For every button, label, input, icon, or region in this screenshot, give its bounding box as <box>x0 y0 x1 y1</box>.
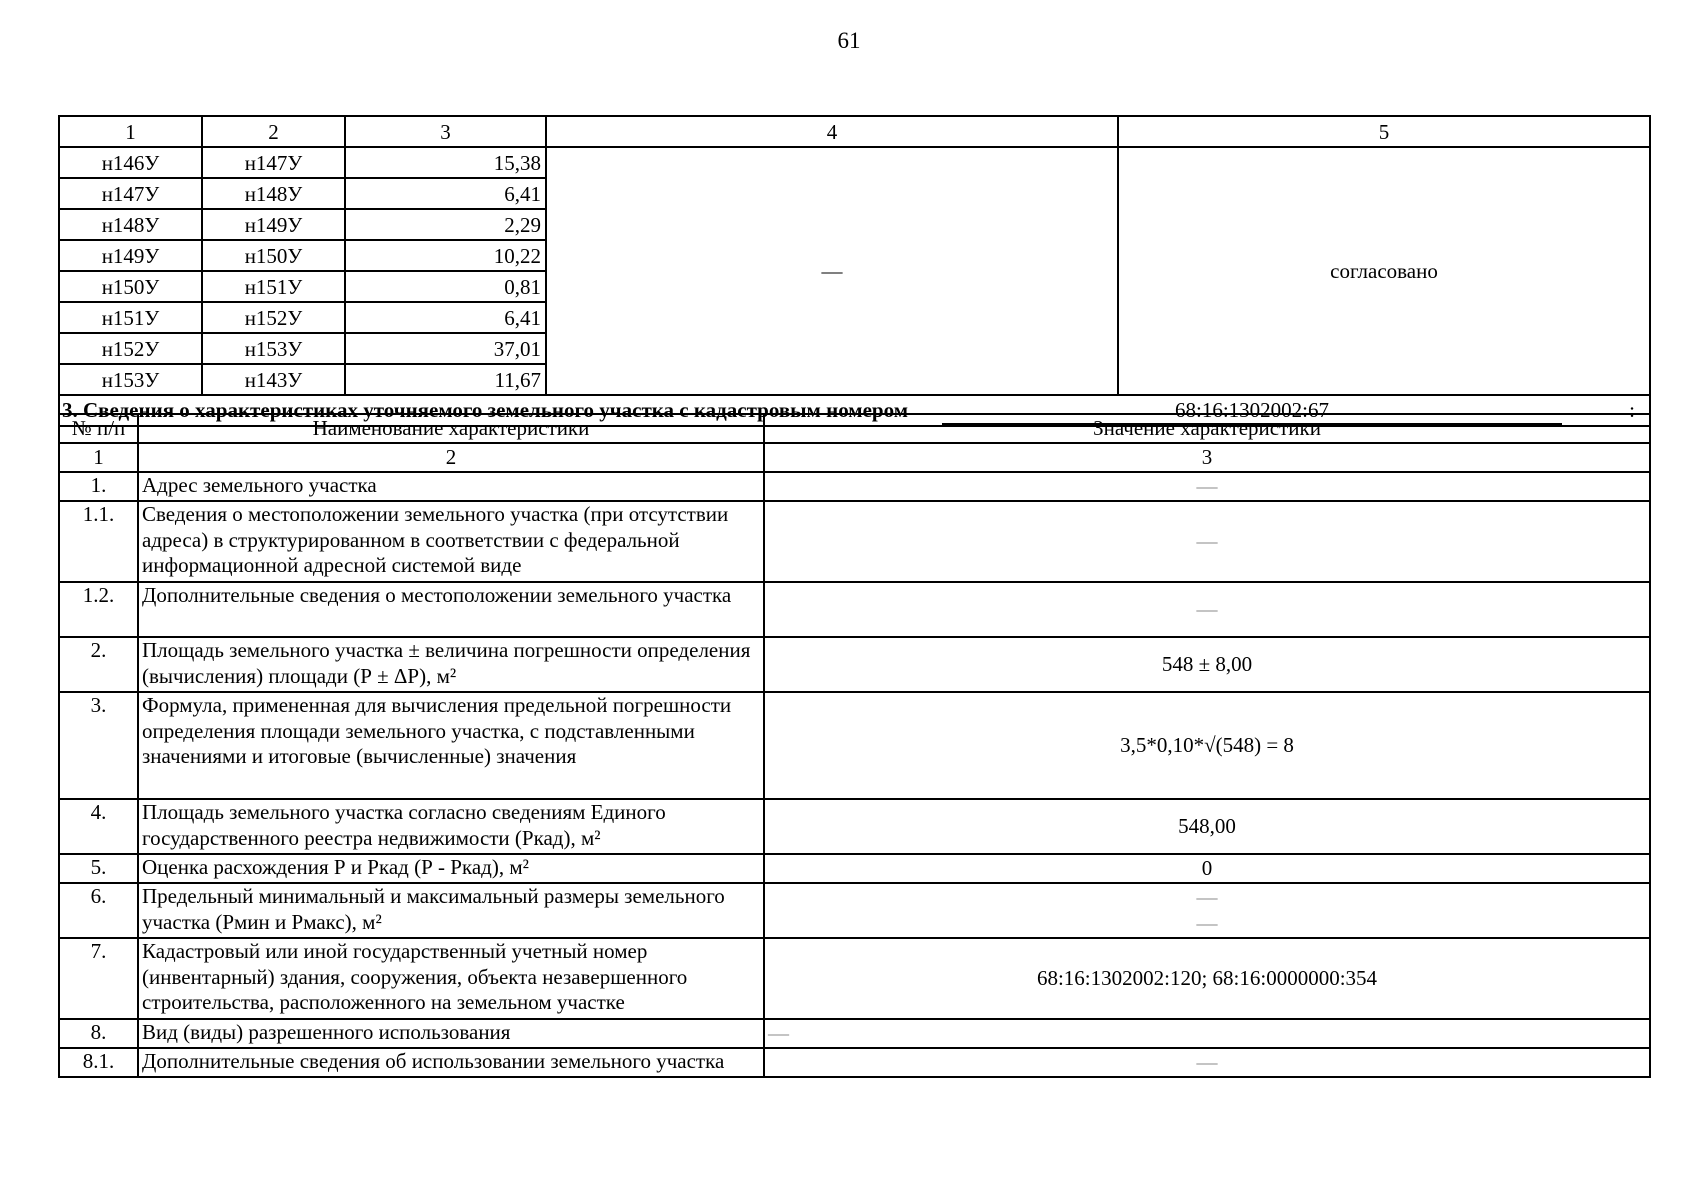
row-number: 5. <box>59 854 138 883</box>
table-row <box>59 501 1650 582</box>
table-row <box>59 854 1650 883</box>
point-to: н153У <box>202 333 345 364</box>
table-row <box>59 147 1650 178</box>
point-to: н147У <box>202 147 345 178</box>
characteristic-value: — <box>764 472 1650 501</box>
characteristic-name: Предельный минимальный и максимальный размеры земельного участка (Рмин и Рмакс), м² <box>138 883 764 938</box>
point-to: н151У <box>202 271 345 302</box>
row-number: 2. <box>59 637 138 692</box>
characteristic-value: 68:16:1302002:120; 68:16:0000000:354 <box>764 938 1650 1019</box>
point-to: н152У <box>202 302 345 333</box>
column-number-1: 1 <box>59 443 138 472</box>
segments-header-row <box>59 116 1650 147</box>
point-from: н147У <box>59 178 202 209</box>
table-row <box>59 883 1650 938</box>
characteristic-value: — <box>764 1048 1650 1077</box>
max-size-value: — <box>1196 910 1218 935</box>
point-from: н151У <box>59 302 202 333</box>
characteristics-header-row <box>59 414 1650 443</box>
row-number: 1. <box>59 472 138 501</box>
table-row <box>59 472 1650 501</box>
characteristic-value: — <box>764 501 1650 582</box>
characteristic-name: Дополнительные сведения о местоположении земельного участка <box>138 582 764 637</box>
characteristic-name: Дополнительные сведения об использовании земельного участка <box>138 1048 764 1077</box>
min-size-value: — <box>1196 885 1218 909</box>
segment-length: 11,67 <box>345 364 546 395</box>
characteristic-name: Оценка расхождения Р и Ркад (Р - Ркад), м² <box>138 854 764 883</box>
column-number-3: 3 <box>764 443 1650 472</box>
agreement-status: согласовано <box>1118 147 1650 395</box>
segment-length: 37,01 <box>345 333 546 364</box>
segment-length: 0,81 <box>345 271 546 302</box>
point-to: н148У <box>202 178 345 209</box>
point-to: н149У <box>202 209 345 240</box>
segment-length: 15,38 <box>345 147 546 178</box>
point-from: н150У <box>59 271 202 302</box>
characteristic-name: Площадь земельного участка ± величина погрешности определения (вычисления) площади (Р ± ΔР), м² <box>138 637 764 692</box>
segments-col4-value: — <box>546 147 1118 395</box>
segment-length: 2,29 <box>345 209 546 240</box>
characteristics-table <box>58 413 1651 1078</box>
characteristic-value <box>764 883 1650 938</box>
column-number-2: 2 <box>138 443 764 472</box>
page-number: 61 <box>837 28 861 53</box>
point-from: н146У <box>59 147 202 178</box>
point-from: н153У <box>59 364 202 395</box>
characteristic-name: Вид (виды) разрешенного использования <box>138 1019 764 1048</box>
row-number: 8. <box>59 1019 138 1048</box>
header-name: Наименование характеристики <box>138 414 764 443</box>
table-row <box>59 1048 1650 1077</box>
row-number: 8.1. <box>59 1048 138 1077</box>
point-from: н148У <box>59 209 202 240</box>
table-row <box>59 637 1650 692</box>
characteristic-value: — <box>764 1019 1650 1048</box>
characteristic-value: 548,00 <box>764 799 1650 854</box>
point-to: н150У <box>202 240 345 271</box>
segments-header-4: 4 <box>546 116 1118 147</box>
segments-header-1: 1 <box>59 116 202 147</box>
characteristic-value: 548 ± 8,00 <box>764 637 1650 692</box>
point-from: н149У <box>59 240 202 271</box>
characteristic-name: Формула, примененная для вычисления предельной погрешности определения площади земельного участка, с подставленными значениями и итоговые (вычисленные) значения <box>138 692 764 799</box>
segments-table <box>58 115 1651 427</box>
row-number: 7. <box>59 938 138 1019</box>
row-number: 4. <box>59 799 138 854</box>
header-number: № п/п <box>59 414 138 443</box>
segment-length: 6,41 <box>345 302 546 333</box>
characteristic-value: 0 <box>764 854 1650 883</box>
characteristic-value: 3,5*0,10*√(548) = 8 <box>764 692 1650 799</box>
column-numbers-row <box>59 443 1650 472</box>
cadastral-number: 68:16:1302002:67 <box>942 398 1562 425</box>
segment-length: 10,22 <box>345 240 546 271</box>
table-row <box>59 692 1650 799</box>
table-row <box>59 1019 1650 1048</box>
point-from: н152У <box>59 333 202 364</box>
point-to: н143У <box>202 364 345 395</box>
row-number: 3. <box>59 692 138 799</box>
row-number: 6. <box>59 883 138 938</box>
section-3-title: 3. Сведения о характеристиках уточняемого земельного участка с кадастровым номером <box>62 397 909 422</box>
segments-header-2: 2 <box>202 116 345 147</box>
characteristic-name: Сведения о местоположении земельного участка (при отсутствии адреса) в структурированном в соответствии с федеральной информационной адресной системой виде <box>138 501 764 582</box>
row-number: 1.1. <box>59 501 138 582</box>
characteristic-value: — <box>764 582 1650 637</box>
row-number: 1.2. <box>59 582 138 637</box>
header-value: Значение характеристики <box>764 414 1650 443</box>
table-row <box>59 582 1650 637</box>
section-3-colon: : <box>1629 397 1635 422</box>
characteristic-name: Адрес земельного участка <box>138 472 764 501</box>
segment-length: 6,41 <box>345 178 546 209</box>
table-row <box>59 938 1650 1019</box>
characteristic-name: Кадастровый или иной государственный учетный номер (инвентарный) здания, сооружения, объекта незавершенного строительства, расположенного на земельном участке <box>138 938 764 1019</box>
segments-header-3: 3 <box>345 116 546 147</box>
characteristic-name: Площадь земельного участка согласно сведениям Единого государственного реестра недвижимости (Ркад), м² <box>138 799 764 854</box>
segments-header-5: 5 <box>1118 116 1650 147</box>
table-row <box>59 799 1650 854</box>
